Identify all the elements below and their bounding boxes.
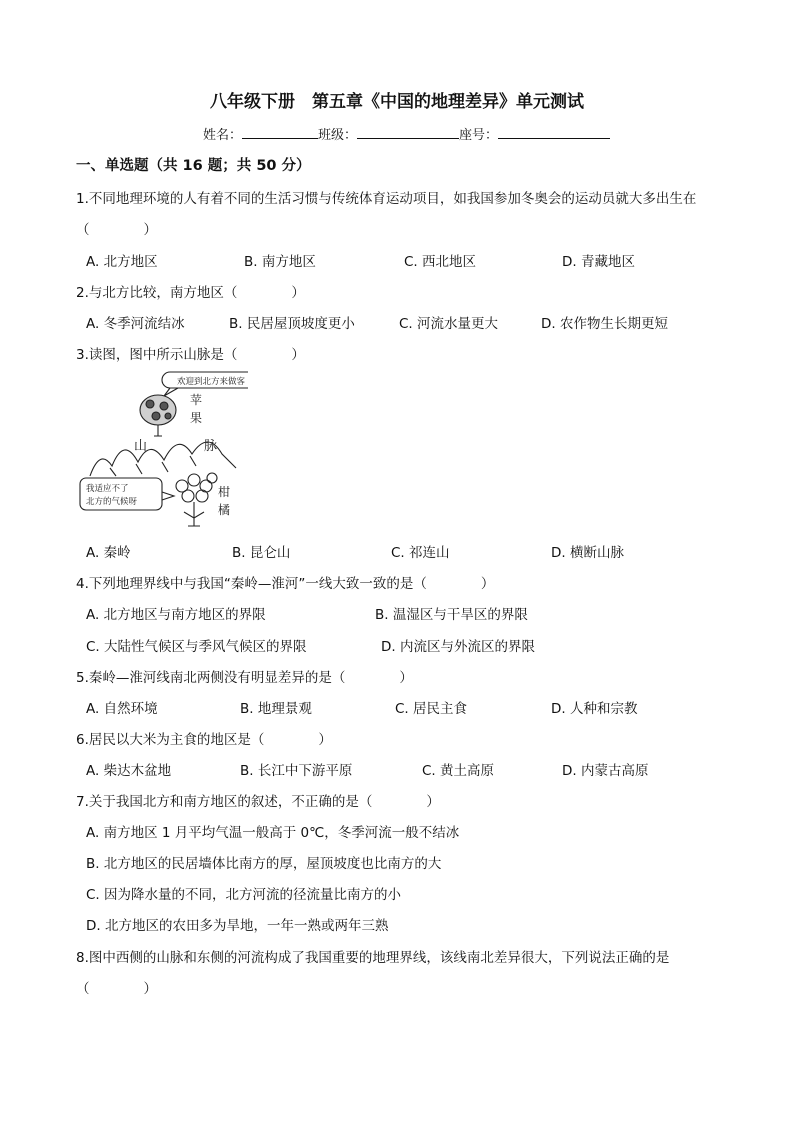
option-b[interactable]: B. 地理景观: [240, 701, 312, 717]
option-a[interactable]: A. 自然环境: [86, 701, 158, 717]
option-d[interactable]: D. 北方地区的农田多为旱地，一年一熟或两年三熟: [86, 918, 389, 934]
option-d[interactable]: D. 农作物生长期更短: [541, 316, 668, 332]
option-c[interactable]: C. 黄土高原: [422, 763, 495, 779]
student-info-line: [203, 124, 610, 143]
orange-speech-line-1: 我适应不了: [86, 484, 129, 494]
option-b[interactable]: B. 昆仑山: [232, 545, 291, 561]
orange-label-char-1: 柑: [218, 485, 231, 499]
question-stem: 5.秦岭—淮河线南北两侧没有明显差异的是（ ）: [76, 670, 413, 686]
mountain-label-left: 山: [134, 439, 148, 454]
option-a[interactable]: A. 柴达木盆地: [86, 763, 172, 779]
apple-speech-text: 欢迎到北方来做客: [176, 377, 246, 387]
option-a[interactable]: A. 北方地区: [86, 254, 158, 270]
question-stem: 4.下列地理界线中与我国“秦岭—淮河”一线大致一致的是（ ）: [76, 576, 495, 592]
option-b[interactable]: B. 北方地区的民居墙体比南方的厚，屋顶坡度也比南方的大: [86, 856, 442, 872]
option-d[interactable]: D. 青藏地区: [562, 254, 635, 270]
option-c[interactable]: C. 因为降水量的不同，北方河流的径流量比南方的小: [86, 887, 402, 903]
option-d[interactable]: D. 人种和宗教: [551, 701, 638, 717]
class-label: 班级：: [318, 128, 358, 143]
question-stem: 1.不同地理环境的人有着不同的生活习惯与传统体育运动项目，如我国参加冬奥会的运动员就大多出生在: [76, 191, 697, 207]
option-d[interactable]: D. 内蒙古高原: [562, 763, 649, 779]
option-b[interactable]: B. 民居屋顶坡度更小: [229, 316, 355, 332]
option-b[interactable]: B. 长江中下游平原: [240, 763, 353, 779]
seat-label: 座号：: [459, 128, 499, 143]
orange-label-char-2: 橘: [218, 503, 231, 517]
question-stem: 2.与北方比较，南方地区（ ）: [76, 285, 305, 301]
option-b[interactable]: B. 南方地区: [244, 254, 316, 270]
seat-field[interactable]: [498, 124, 610, 139]
section-title: 一、单选题（共 16 题；共 50 分）: [76, 158, 311, 174]
orange-tree-icon: [176, 473, 217, 526]
option-c[interactable]: C. 大陆性气候区与季风气候区的界限: [86, 639, 307, 655]
apple-orange-mountain-figure: [78, 366, 248, 536]
option-a[interactable]: A. 南方地区 1 月平均气温一般高于 0℃，冬季河流一般不结冰: [86, 825, 460, 841]
option-c[interactable]: C. 居民主食: [395, 701, 468, 717]
option-a[interactable]: A. 北方地区与南方地区的界限: [86, 607, 266, 623]
option-d[interactable]: D. 横断山脉: [551, 545, 624, 561]
question-answer-blank: （ ）: [76, 981, 157, 997]
option-c[interactable]: C. 祁连山: [391, 545, 450, 561]
question-stem: 7.关于我国北方和南方地区的叙述，不正确的是（ ）: [76, 794, 440, 810]
question-answer-blank: （ ）: [76, 222, 157, 238]
apple-label-char-1: 苹: [190, 393, 203, 407]
class-field[interactable]: [357, 124, 459, 139]
name-field[interactable]: [242, 124, 318, 139]
option-d[interactable]: D. 内流区与外流区的界限: [381, 639, 535, 655]
option-a[interactable]: A. 秦岭: [86, 545, 131, 561]
name-label: 姓名：: [203, 128, 243, 143]
apple-label-char-2: 果: [190, 411, 203, 425]
page-title: 八年级下册 第五章《中国的地理差异》单元测试: [210, 92, 584, 112]
option-c[interactable]: C. 西北地区: [404, 254, 477, 270]
option-c[interactable]: C. 河流水量更大: [399, 316, 499, 332]
orange-speech-line-2: 北方的气候呀: [86, 497, 138, 507]
question-stem: 6.居民以大米为主食的地区是（ ）: [76, 732, 332, 748]
question-stem: 3.读图，图中所示山脉是（ ）: [76, 347, 305, 363]
option-b[interactable]: B. 温湿区与干旱区的界限: [375, 607, 528, 623]
apple-tree-icon: [140, 395, 176, 425]
option-a[interactable]: A. 冬季河流结冰: [86, 316, 185, 332]
mountain-label-right: 脉: [204, 439, 218, 454]
question-stem: 8.图中西侧的山脉和东侧的河流构成了我国重要的地理界线，该线南北差异很大，下列说法正确的是: [76, 950, 670, 966]
